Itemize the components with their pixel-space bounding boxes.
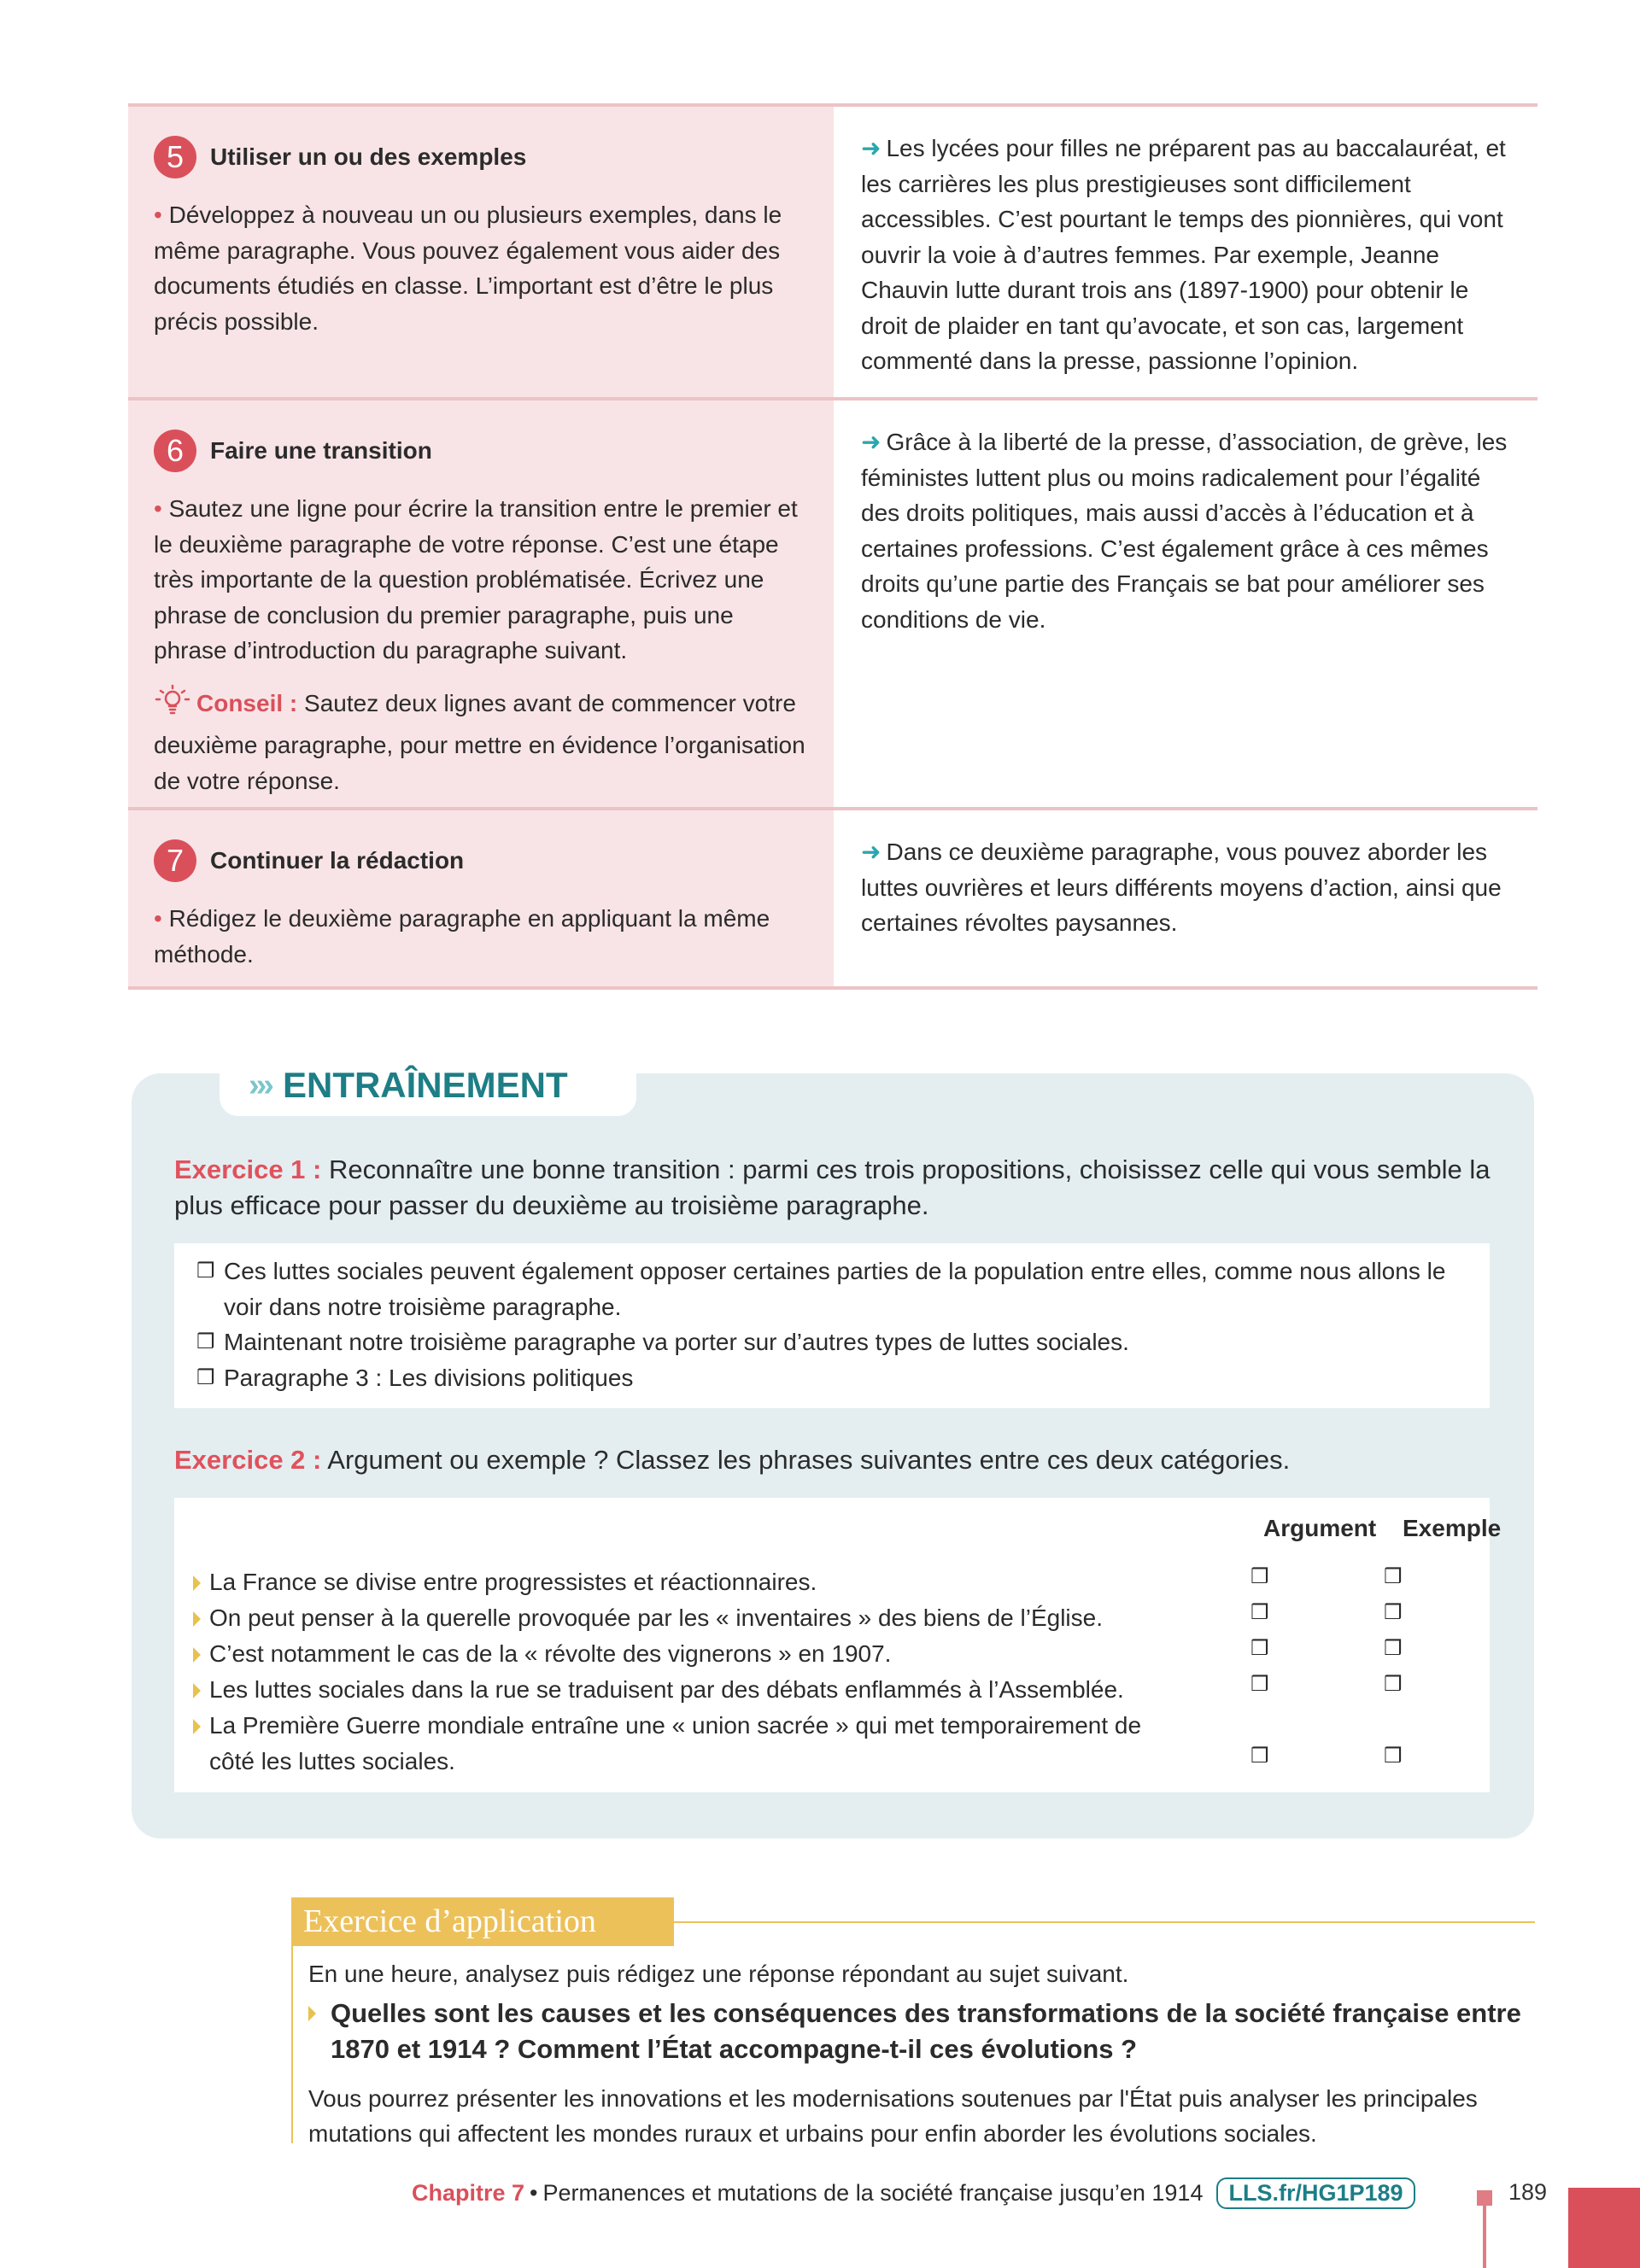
exercise-2-question: Exercice 2 : Argument ou exemple ? Classez les phrases suivantes entre ces deux catégories.: [174, 1445, 1291, 1475]
footer-separator: •: [530, 2180, 538, 2206]
step-instructions: • Rédigez le deuxième paragraphe en appliquant la même méthode.: [154, 905, 770, 967]
column-header-exemple: Exemple: [1403, 1515, 1502, 1541]
option-item[interactable]: ❒ Maintenant notre troisième paragraphe va porter sur d’autres types de luttes sociales.: [196, 1324, 1467, 1360]
training-header: [220, 1055, 636, 1116]
method-example-panel: [834, 107, 1538, 397]
application-title: Exercice d’application: [291, 1897, 674, 1946]
bullet-icon: •: [154, 202, 162, 228]
exemple-checkbox[interactable]: ❒: [1384, 1673, 1403, 1696]
exemple-checkbox[interactable]: ❒: [1384, 1565, 1403, 1588]
sentence-row: C’est notamment le cas de la « révolte des vignerons » en 1907.: [193, 1636, 1474, 1672]
page-footer: [412, 2177, 1415, 2209]
example-text: Grâce à la liberté de la presse, d’association, de grève, les féministes luttent plus ou moins radicalement pour l’égalité des droits politiques, mais aussi d’accès à l’éducation et à certaines professions. C’est également grâce à ces mêmes droits qu’une partie des Français se bat pour améliorer ses conditions de vie.: [861, 429, 1508, 633]
tip-text: Sautez deux lignes avant de commencer votre deuxième paragraphe, pour mettre en évidence l’organisation de votre réponse.: [154, 689, 805, 794]
application-question: Quelles sont les causes et les conséquences des transformations de la société française entre 1870 et 1914 ? Comment l’État accompagne-t-il ces évolutions ?: [308, 1996, 1538, 2067]
sentence-row: La Première Guerre mondiale entraîne une « union sacrée » qui met temporairement de côté les luttes sociales.: [193, 1708, 1158, 1779]
argument-checkbox[interactable]: ❒: [1250, 1565, 1269, 1588]
checkbox-icon[interactable]: ❒: [196, 1330, 215, 1353]
argument-checkbox[interactable]: ❒: [1250, 1673, 1269, 1696]
step-instructions: • Développez à nouveau un ou plusieurs exemples, dans le même paragraphe. Vous pouvez également vous aider des documents étudiés en classe. L’important est d’être le plus précis possible.: [154, 202, 782, 335]
step-number: 5: [154, 136, 196, 178]
method-example-panel: [834, 400, 1538, 807]
divider: [291, 1946, 293, 2143]
tip-block: [154, 684, 808, 799]
chapter-label: Chapitre 7: [412, 2180, 525, 2206]
method-table: [128, 103, 1538, 990]
training-panel: [132, 1065, 1534, 1838]
page-number: 189: [1508, 2179, 1548, 2205]
checkbox-icon[interactable]: ❒: [196, 1365, 215, 1389]
exemple-checkbox[interactable]: ❒: [1384, 1601, 1403, 1624]
example-text: Les lycées pour filles ne préparent pas au baccalauréat, et les carrières les plus prestigieuses sont difficilement accessibles. C’est pourtant le temps des pionnières, qui vont ouvrir la voie à d’autres femmes. Par exemple, Jeanne Chauvin lutte durant trois ans (1897-1900) pour obtenir le droit de plaider en tant qu’avocate, et son cas, largement commenté dans la presse, passionne l’opinion.: [861, 135, 1506, 374]
chapter-title: Permanences et mutations de la société française jusqu’en 1914: [542, 2180, 1204, 2206]
triangle-bullet-icon: [308, 2006, 316, 2021]
exemple-checkbox[interactable]: ❒: [1384, 1637, 1403, 1660]
triangle-bullet-icon: [193, 1611, 201, 1627]
web-link[interactable]: LLS.fr/HG1P189: [1216, 2177, 1414, 2209]
chevrons-icon: ›››: [249, 1067, 271, 1103]
exercise-2-label: Exercice 2 :: [174, 1445, 322, 1475]
step-title: Continuer la rédaction: [210, 847, 465, 874]
option-item[interactable]: ❒ Paragraphe 3 : Les divisions politiques: [196, 1360, 1467, 1396]
method-step-panel: [128, 810, 834, 986]
sentence-row: On peut penser à la querelle provoquée par les « inventaires » des biens de l’Église.: [193, 1600, 1474, 1636]
argument-checkbox[interactable]: ❒: [1250, 1745, 1269, 1768]
checkbox-icon[interactable]: ❒: [196, 1260, 215, 1283]
step-title: Utiliser un ou des exemples: [210, 143, 527, 170]
training-title: ENTRAÎNEMENT: [282, 1065, 568, 1105]
tip-label: Conseil :: [196, 689, 298, 716]
application-note: Vous pourrez présenter les innovations et les modernisations soutenues par l'État puis analyser les principales mutations qui affectent les mondes ruraux et urbains pour enfin aborder les évolutions sociales.: [308, 2084, 1478, 2147]
sentence-row: La France se divise entre progressistes et réactionnaires.: [193, 1564, 1474, 1600]
corner-tab: [1568, 2188, 1640, 2268]
triangle-bullet-icon: [193, 1683, 201, 1698]
method-step-panel: [128, 107, 834, 397]
arrow-right-icon: ➜: [861, 839, 882, 865]
method-row-7: [128, 807, 1538, 990]
footer-marker-line: [1483, 2201, 1486, 2268]
exemple-checkbox[interactable]: ❒: [1384, 1745, 1403, 1768]
step-number: 7: [154, 839, 196, 882]
application-intro: En une heure, analysez puis rédigez une réponse répondant au sujet suivant.: [308, 1961, 1129, 1987]
step-number: 6: [154, 430, 196, 472]
triangle-bullet-icon: [193, 1575, 201, 1591]
argument-checkbox[interactable]: ❒: [1250, 1601, 1269, 1624]
exercise-1-label: Exercice 1 :: [174, 1154, 322, 1184]
arrow-right-icon: ➜: [861, 135, 882, 161]
triangle-bullet-icon: [193, 1719, 201, 1734]
column-header-argument: Argument: [1263, 1515, 1377, 1541]
example-text: Dans ce deuxième paragraphe, vous pouvez aborder les luttes ouvrières et leurs différents moyens d’action, ainsi que certaines révoltes paysannes.: [861, 839, 1502, 936]
method-example-panel: [834, 810, 1538, 986]
exercise-1-options: [174, 1243, 1490, 1408]
method-row-6: [128, 397, 1538, 807]
lightbulb-icon: [154, 684, 191, 728]
sentence-row: Les luttes sociales dans la rue se traduisent par des débats enflammés à l’Assemblée.: [193, 1672, 1474, 1708]
arrow-right-icon: ➜: [861, 429, 882, 455]
step-title: Faire une transition: [210, 437, 432, 464]
step-instructions: • Sautez une ligne pour écrire la transition entre le premier et le deuxième paragraphe de votre réponse. C’est une étape très importante de la question problématisée. Écrivez une phrase de conclusion du premier paragraphe, puis une phrase d’introduction du paragraphe suivant.: [154, 495, 798, 663]
method-row-5: [128, 103, 1538, 397]
option-item[interactable]: ❒ Ces luttes sociales peuvent également opposer certaines parties de la population entre elles, comme nous allons le voir dans notre troisième paragraphe.: [196, 1254, 1467, 1324]
argument-checkbox[interactable]: ❒: [1250, 1637, 1269, 1660]
application-body: [308, 1956, 1538, 2152]
divider: [674, 1921, 1535, 1923]
bullet-icon: •: [154, 905, 162, 932]
triangle-bullet-icon: [193, 1647, 201, 1663]
method-step-panel: [128, 400, 834, 807]
bullet-icon: •: [154, 495, 162, 522]
exercise-1-question: Exercice 1 : Reconnaître une bonne transition : parmi ces trois propositions, choisissez celle qui vous semble la plus efficace pour passer du deuxième au troisième paragraphe.: [174, 1154, 1491, 1220]
exercise-2-table: [174, 1498, 1502, 1792]
